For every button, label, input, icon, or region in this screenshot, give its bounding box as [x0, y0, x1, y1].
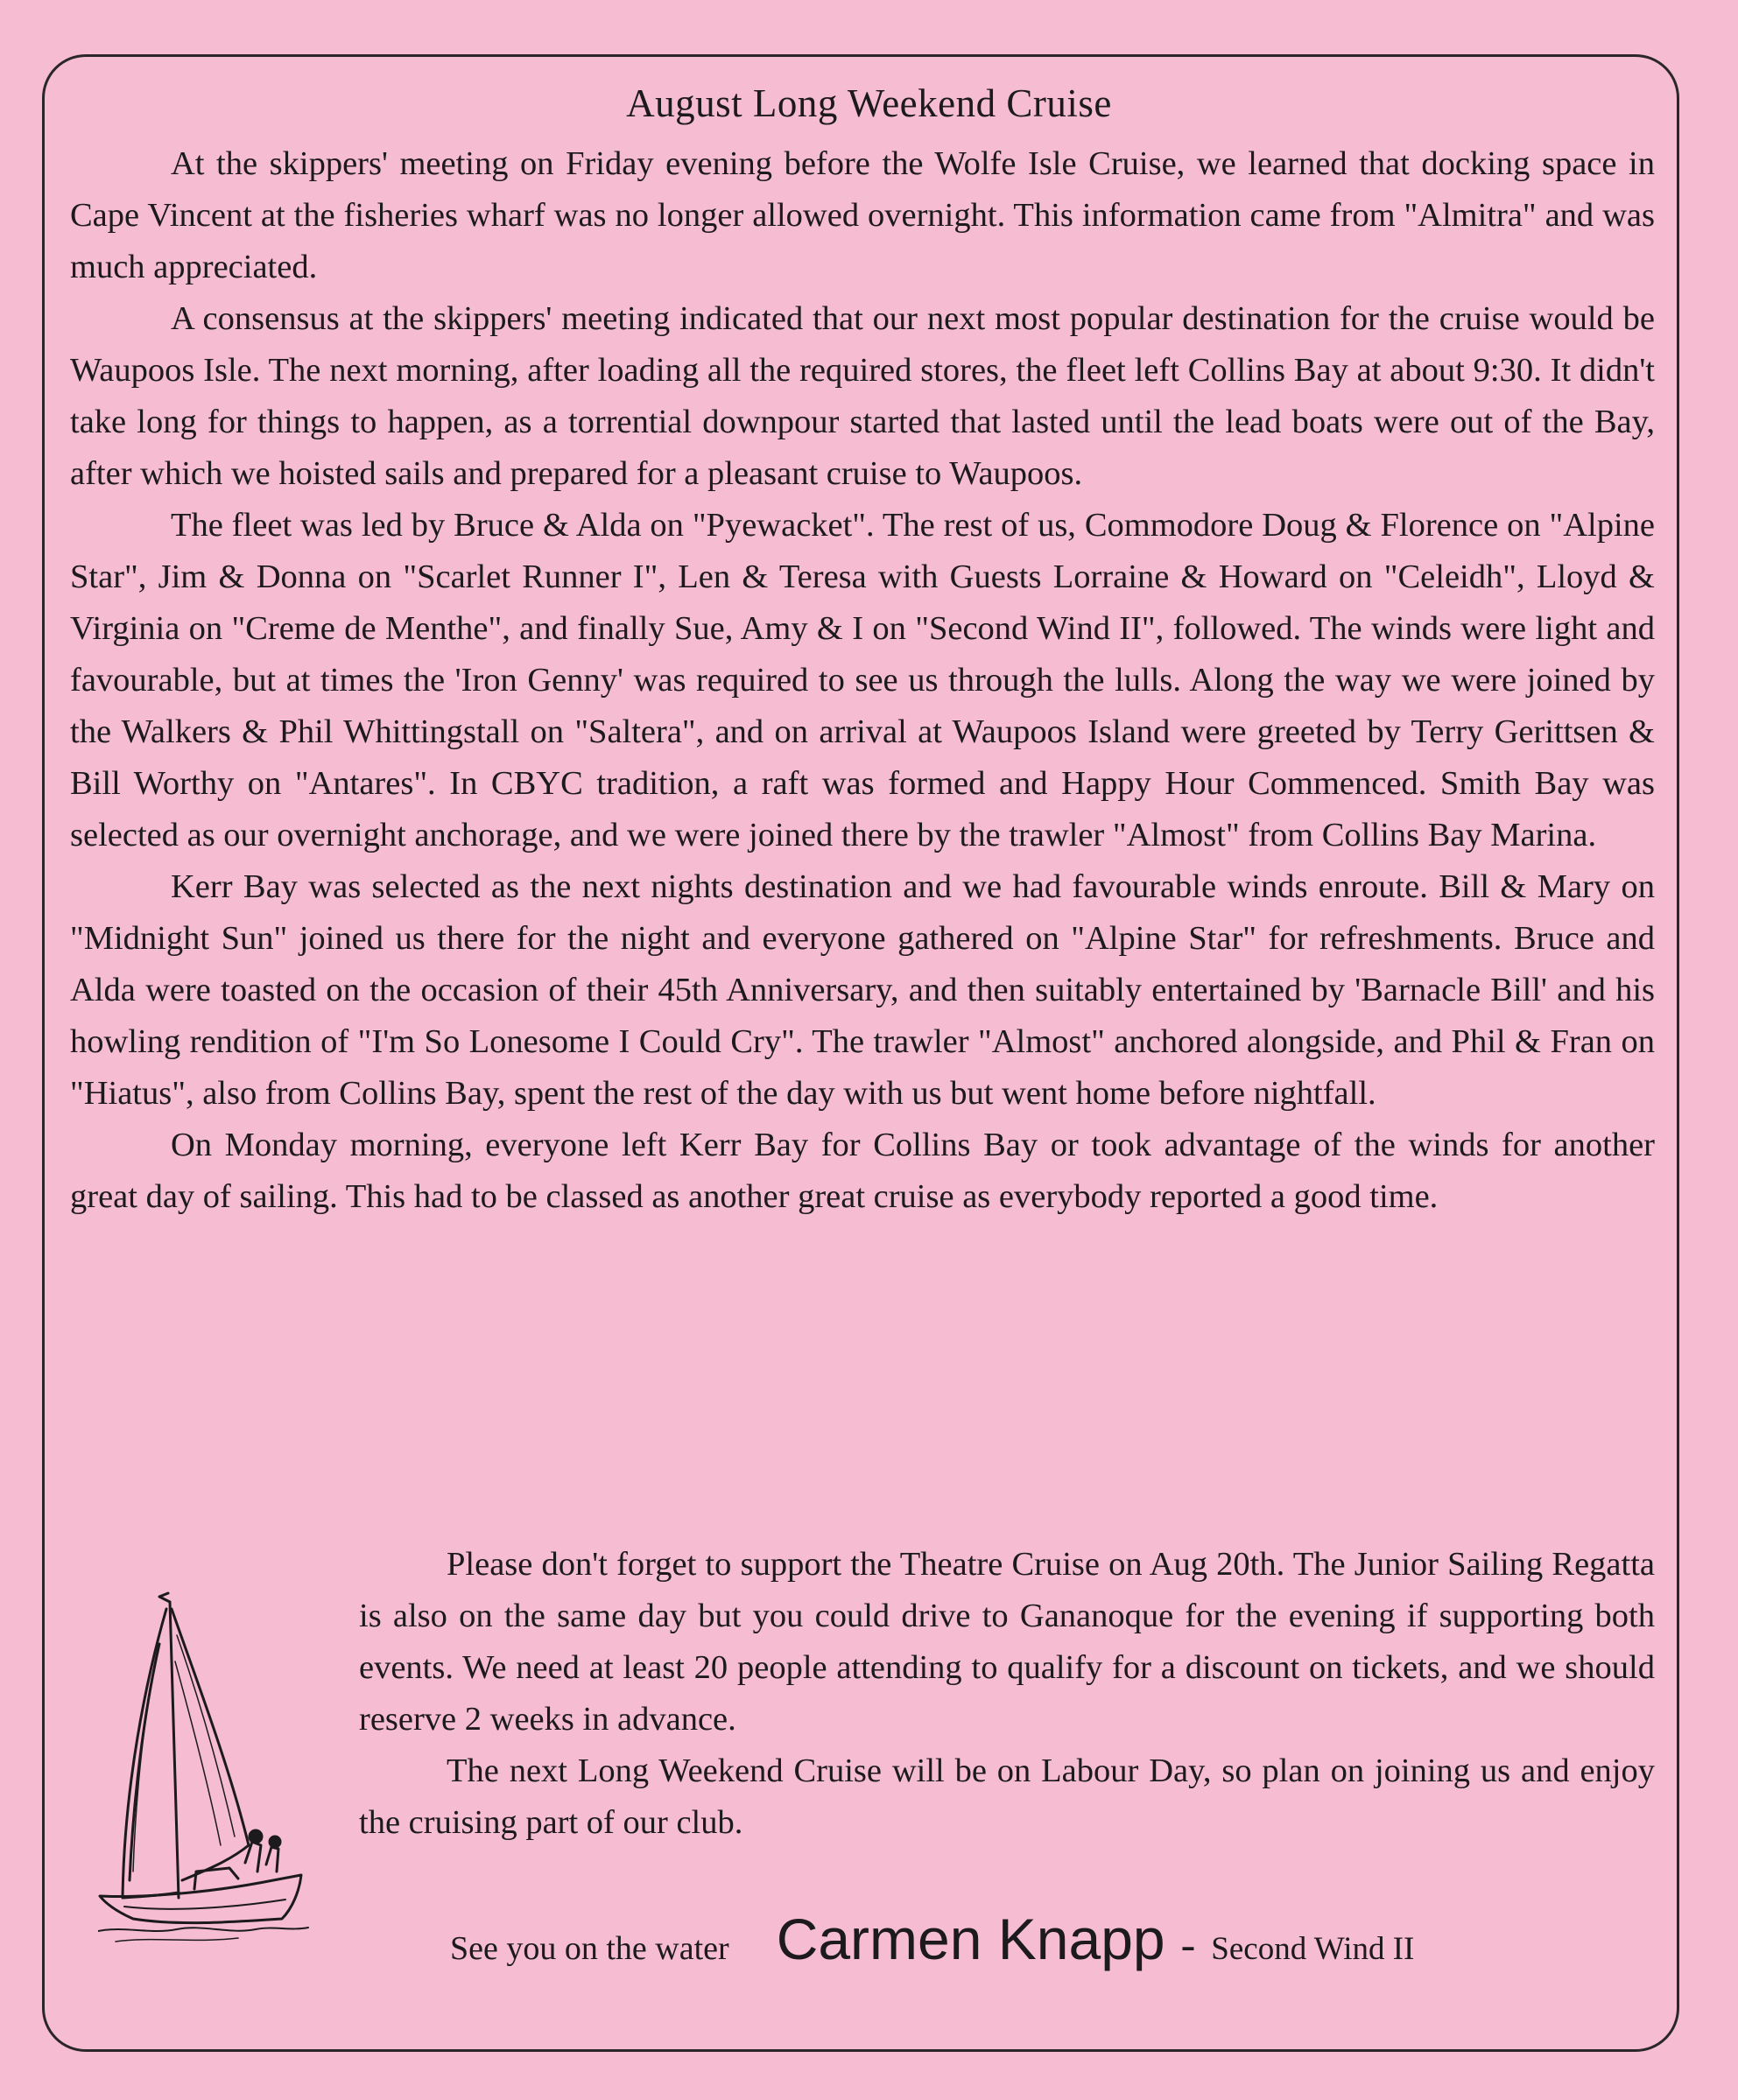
page-title: August Long Weekend Cruise — [626, 81, 1112, 125]
paragraph-theatre-cruise: Please don't forget to support the Theatre Cruise on Aug 20th. The Junior Sailing Regatta is also on the same day but you could drive to Gananoque for the evening if supporting both events. We need at least 20 people attending to qualify for a discount on tickets, and we should reserve 2 weeks in advance. — [359, 1546, 1655, 1738]
closing-text: See you on the water — [450, 1930, 729, 1967]
author-boat — [1181, 1919, 1415, 1970]
paragraph-fleet: The fleet was led by Bruce & Alda on "Pyewacket". The rest of us, Commodore Doug & Florence on "Alpine Star", Jim & Donna on "Scarlet Runner I", Len & Teresa with Guests Lorraine & Howard on "Celeidh", Lloyd & Virginia on "Creme de Menthe", and finally Sue, Amy & I on "Second Wind II", followed. The winds were light and favourable, but at times the 'Iron Genny' was required to see us through the lulls. Along the way we were joined by the Walkers & Phil Whittingstall on "Saltera", and on arrival at Waupoos Island were greeted by Terry Gerittsen & Bill Worthy on "Antares". In CBYC tradition, a raft was formed and Happy Hour Commenced. Smith Bay was selected as our overnight anchorage, and we were joined there by the trawler "Almost" from Collins Bay Marina. — [70, 507, 1655, 853]
article-body — [70, 138, 1655, 1223]
paragraph-kerr-bay: Kerr Bay was selected as the next nights destination and we had favourable winds enroute. Bill & Mary on "Midnight Sun" joined us there for the night and everyone gathered on "Alpine Star" for refreshments. Bruce and Alda were toasted on the occasion of their 45th Anniversary, and then suitably entertained by 'Barnacle Bill' and his howling rendition of "I'm So Lonesome I Could Cry". The trawler "Almost" anchored alongside, and Phil & Fran on "Hiatus", also from Collins Bay, spent the rest of the day with us but went home before nightfall. — [70, 868, 1655, 1112]
paragraph-monday: On Monday morning, everyone left Kerr Bay for Collins Bay or took advantage of the winds for another great day of sailing. This had to be classed as another great cruise as everybody reported a good time. — [70, 1127, 1655, 1215]
paragraph-labour-day: The next Long Weekend Cruise will be on Labour Day, so plan on joining us and enjoy the cruising part of our club. — [359, 1752, 1655, 1841]
announcements — [70, 1539, 1655, 1849]
author-name: Carmen Knapp — [776, 1907, 1165, 1971]
signoff-dash: - — [1180, 1920, 1196, 1969]
paragraph-departure: A consensus at the skippers' meeting indicated that our next most popular destination for the cruise would be Waupoos Isle. The next morning, after loading all the required stores, the fleet left Collins Bay at about 9:30. It didn't take long for things to happen, as a torrential downpour started that lasted until the lead boats were out of the Bay, after which we hoisted sails and prepared for a pleasant cruise to Waupoos. — [70, 300, 1655, 492]
boat-name: Second Wind II — [1211, 1931, 1415, 1967]
paragraph-skippers-meeting: At the skippers' meeting on Friday evening before the Wolfe Isle Cruise, we learned that docking space in Cape Vincent at the fisheries wharf was no longer allowed overnight. This information came from "Almitra" and was much appreciated. — [70, 145, 1655, 285]
signoff — [450, 1906, 1414, 1972]
